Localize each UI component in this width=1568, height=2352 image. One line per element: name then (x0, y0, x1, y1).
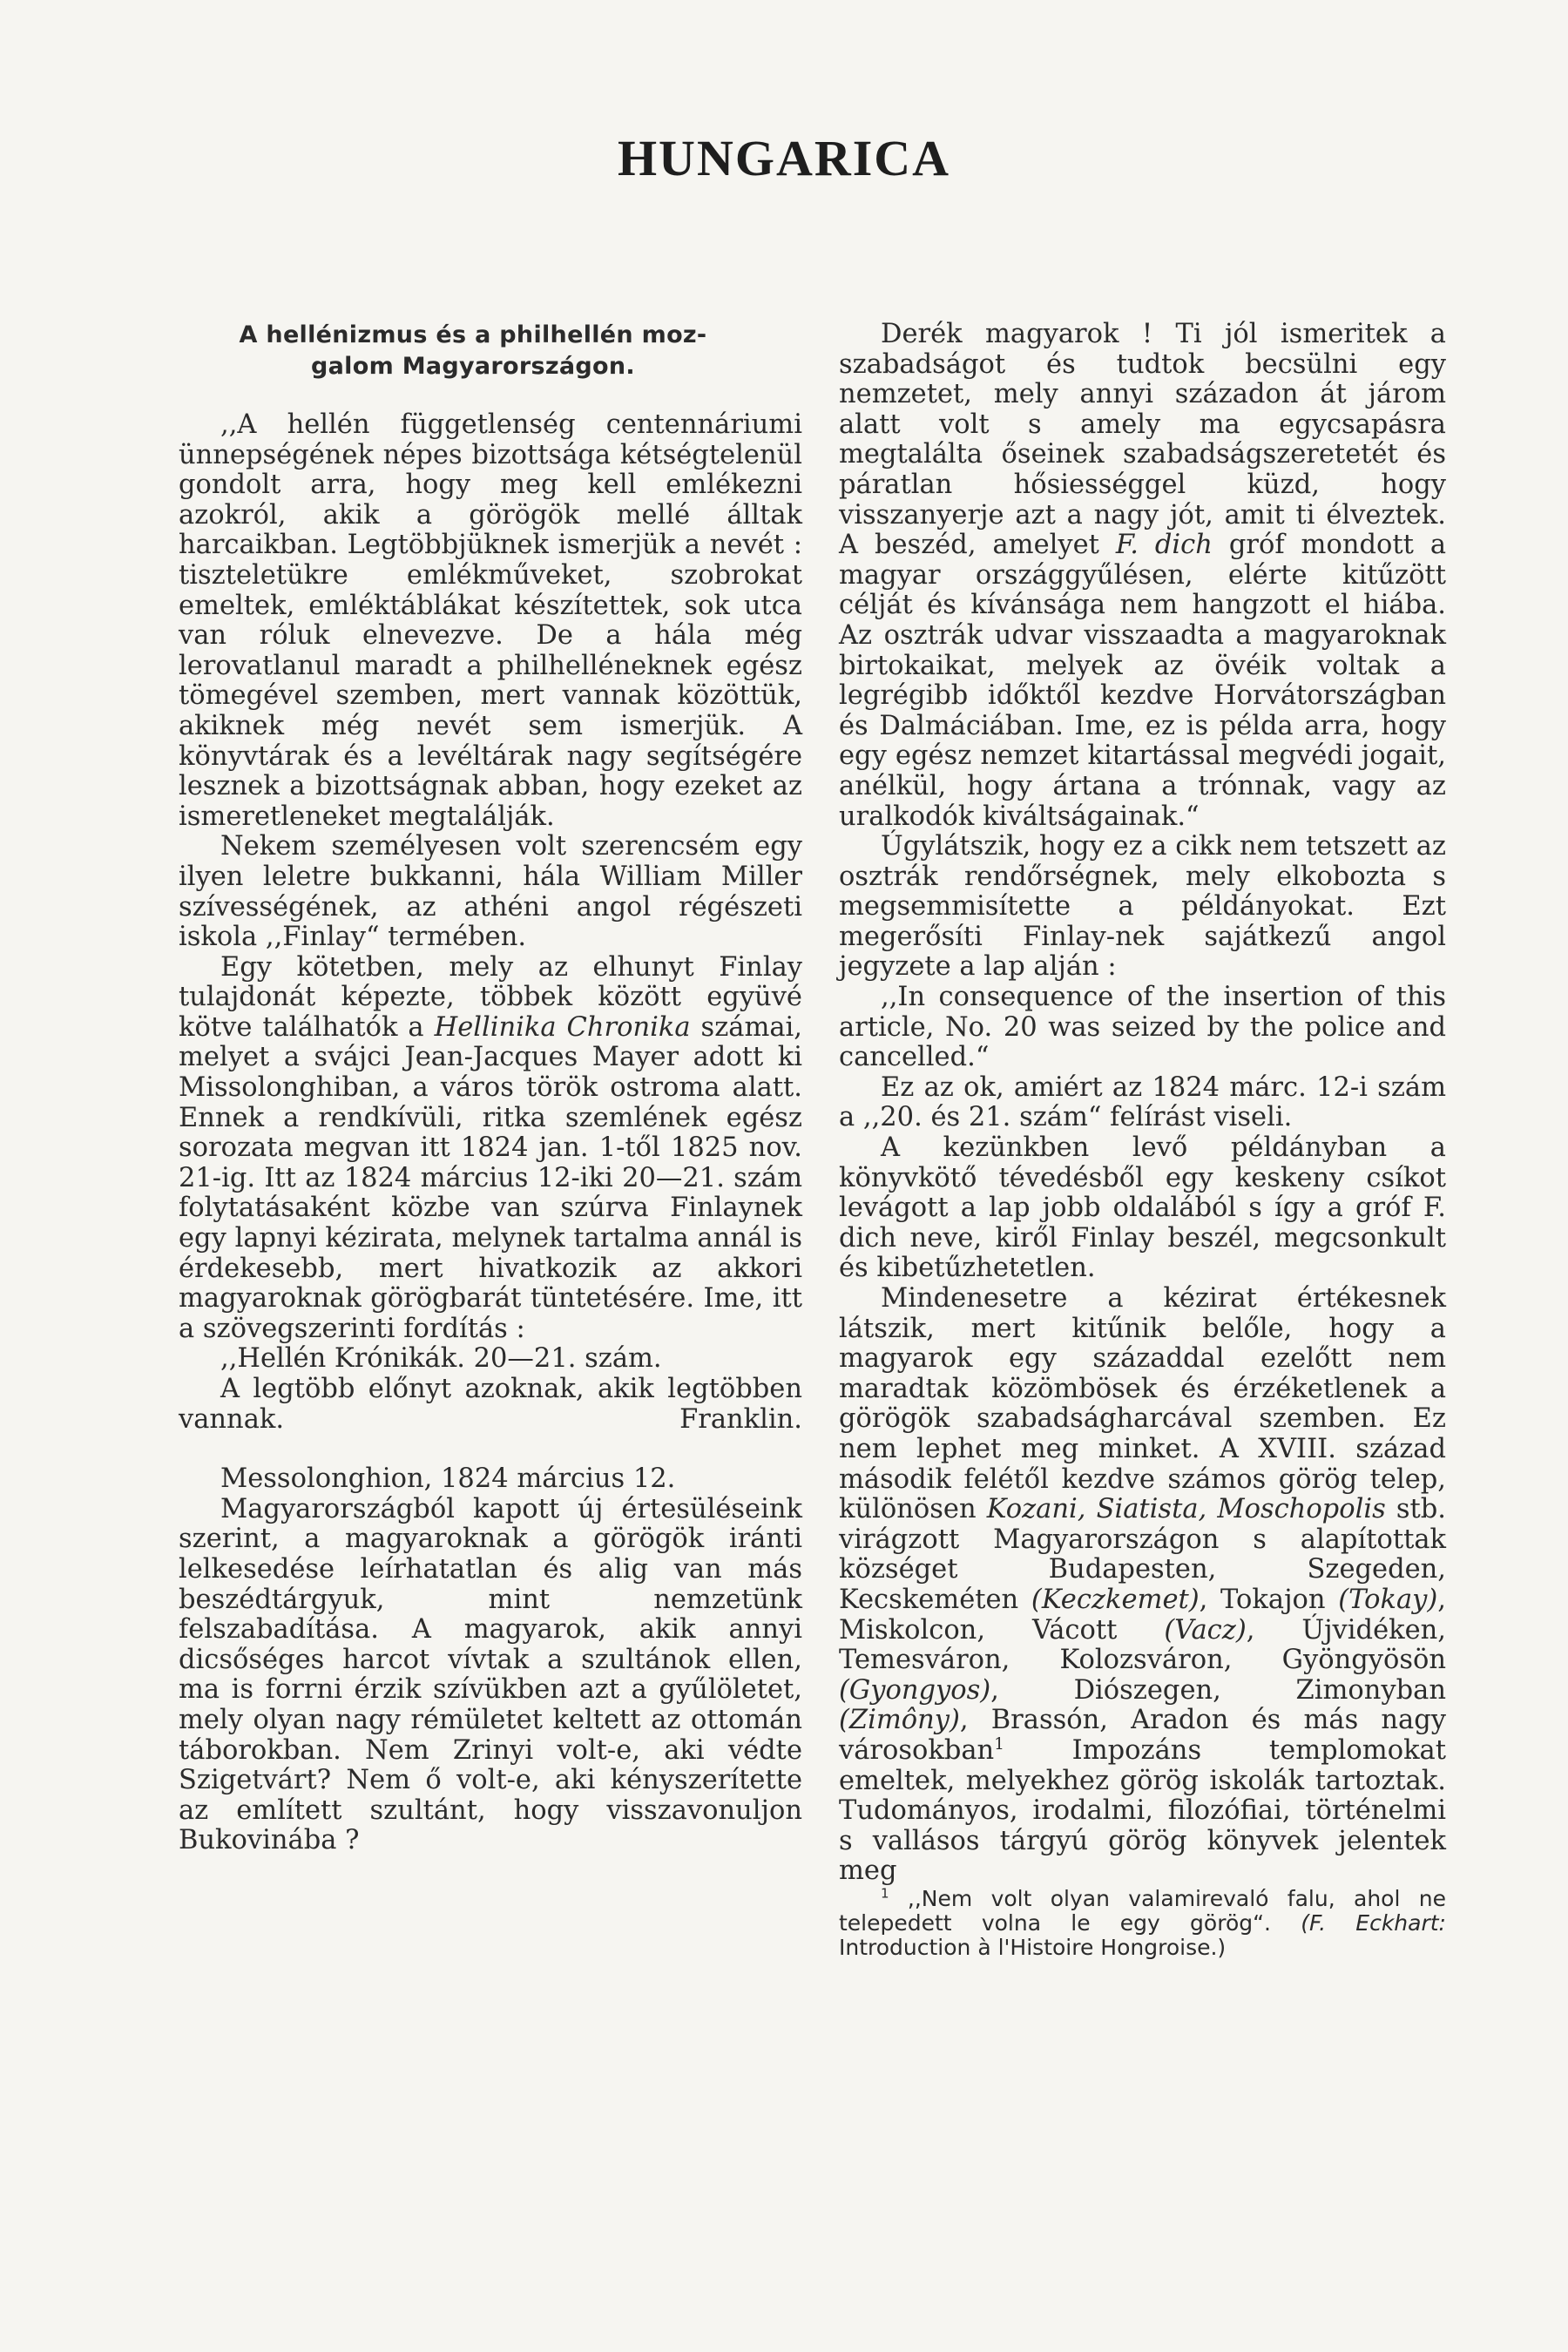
footnote-ref: 1 (994, 1734, 1004, 1754)
english-note: ,,In consequence of the insertion of this article, No. 20 was seized by the police and cancelled.“ (839, 982, 1446, 1073)
article-title (179, 320, 767, 382)
quote-heading: ,,Hellén Krónikák. 20—21. szám. (220, 1343, 662, 1375)
motto: A legtöbb előnyt azoknak, akik legtöbben vannak. Franklin. (179, 1374, 802, 1435)
italic-title: Hellinika Chronika (434, 1011, 691, 1043)
article-title-line-1: A hellénizmus és a philhellén moz- (239, 321, 707, 348)
paragraph: Magyarországból kapott új értesüléseink szerint, a magyaroknak a görögök iránti lelkesedése leírhatatlan és alig van más beszédtárgyuk, mint nemzetünk felszabadítása. A magyarok, akik annyi dicsőséges harcot vívtak a szultánok ellen, ma is forrni érzik szívükben azt a gyűlöletet, mely olyan nagy rémületet keltett az ottomán táborokban. Nem Zrinyi volt-e, aki védte Szigetvárt? Nem ő volt-e, aki kényszerítette az említett szultánt, hogy visszavonuljon Bukovinába ? (179, 1493, 802, 1856)
paragraph: Mindenesetre a kézirat értékesnek látszik, mert kitűnik belőle, hogy a magyarok egy századdal ezelőtt nem maradtak közömbösek és érzéketlenek a görögök szabadságharcával szemben. Ez nem lephet meg minket. A XVIII. század második felétől kezdve számos görög telep, különösen Kozani, Siatista, Moschopolis stb. virágzott Magyarországon s alapítottak községet Budapesten, Szegeden, Kecskeméten (Keczkemet), Tokajon (Tokay), Miskolcon, Vácott (Vacz), Újvidéken, Temesváron, Kolozsváron, Gyöngyösön (Gyongyos), Diószegen, Zimonyban (Zimôny), Brassón, Aradon és más nagy városokban$^1$ Impozáns templomokat emeltek, melyekhez görög iskolák tartoztak. Tudományos, irodalmi, filozófiai, történelmi s vallásos tárgyú görög könyvek jelentek meg (839, 1283, 1447, 1887)
paragraph: Úgylátszik, hogy ez a cikk nem tetszett az osztrák rendőrségnek, mely elkobozta s megsemmisítette a példányokat. Ezt megerősíti Finlay-nek sajátkezű angol jegyzete a lap alján : (839, 831, 1446, 983)
paragraph: Derék magyarok ! Ti jól ismeritek a szabadságot és tudtok becsülni egy nemzetet, mely annyi századon át járom alatt volt s amely ma egycsapásra megtalálta őseinek szabadságszeretetét és páratlan hősiességgel küzd, hogy visszanyerje azt a nagy jót, amit ti élveztek. A beszéd, amelyet F. dich gróf mondott a magyar országgyűlésen, elérte kitűzött célját és kívánsága nem hangzott el hiába. Az osztrák udvar visszaadta a magyaroknak birtokaikat, melyek az övéik voltak a legrégibb időktől kezdve Horvátországban és Dalmáciában. Ime, ez is példa arra, hogy egy egész nemzet kitartással megvédi jogait, anélkül, hogy ártana a trónnak, vagy az uralkodók kiváltságainak.“ (839, 319, 1447, 832)
right-column (839, 320, 1446, 1960)
italic-name: F. dich (1115, 530, 1213, 561)
article-title-line-2: galom Magyarországon. (311, 353, 635, 380)
page-title: HUNGARICA (617, 130, 951, 186)
paragraph: Nekem személyesen volt szerencsém egy ilyen leletre bukkanni, hála William Miller szívességének, az athéni angol régészeti iskola ,,Finlay“ termében. (179, 831, 802, 953)
dateline: Messolonghion, 1824 március 12. (220, 1463, 676, 1495)
paragraph: ,,A hellén függetlenség centennáriumi ünnepségének népes bizottsága kétségtelenül gondolt arra, hogy meg kell emlékezni azokról, akik a görögök mellé álltak harcaikban. Legtöbbjüknek ismerjük a nevét : tiszteletükre emlékműveket, szobrokat emeltek, emléktáblákat készítettek, sok utca van róluk elnevezve. De a hála még lerovatlanul maradt a philhelléneknek egész tömegével szemben, mert vannak közöttük, akiknek még nevét sem ismerjük. A könyvtárak és a levéltárak nagy segítségére lesznek a bizottságnak abban, hogy ezeket az ismeretleneket megtalálják. (179, 409, 802, 832)
paragraph: Egy kötetben, mely az elhunyt Finlay tulajdonát képezte, többek között együvé kötve találhatók a Hellinika Chronika számai, melyet a svájci Jean-Jacques Mayer adott ki Missolonghiban, a város török ostroma alatt. Ennek a rendkívüli, ritka szemlének egész sorozata megvan itt 1824 jan. 1-től 1825 nov. 21-ig. Itt az 1824 március 12-iki 20—21. szám folytatásaként közbe van szúrva Finlaynek egy lapnyi kézirata, melynek tartalma annál is érdekesebb, mert hivatkozik az akkori magyaroknak görögbarát tüntetésére. Ime, itt a szövegszerinti fordítás : (179, 951, 802, 1344)
left-column (179, 320, 802, 1856)
signature: Franklin. (679, 1403, 802, 1435)
footnote: $^1$ ,,Nem volt olyan valamirevaló falu, ahol ne telepedett volna le egy görög“. (F. Eckhart: Introduction à l'Histoire Hongroise.) (839, 1885, 1446, 1960)
paragraph: A kezünkben levő példányban a könyvkötő tévedésből egy keskeny csíkot levágott a lap jobb oldalából s így a gróf F. dich neve, kiről Finlay beszél, megcsonkult és kibetűzhetetlen. (839, 1132, 1446, 1284)
paragraph: Ez az ok, amiért az 1824 márc. 12-i szám a ,,20. és 21. szám“ felírást viseli. (839, 1071, 1446, 1133)
